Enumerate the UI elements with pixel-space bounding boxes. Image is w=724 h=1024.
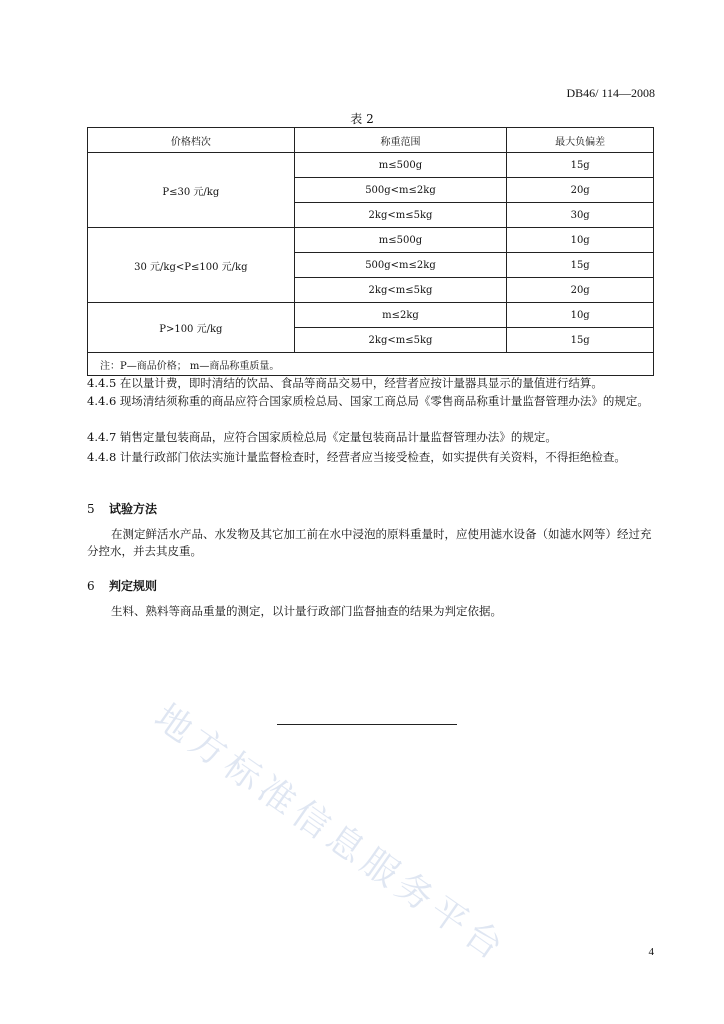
section-title: 试验方法	[109, 502, 158, 516]
table-row	[88, 303, 654, 328]
table-note: 注：P—商品价格； m—商品称重质量。	[88, 353, 654, 376]
price-tier-cell: 30 元/kg<P≤100 元/kg	[88, 228, 295, 303]
page-number: 4	[648, 946, 654, 958]
end-rule	[277, 724, 457, 725]
column-header-range: 称重范围	[294, 128, 507, 153]
section-6-body: 生料、熟料等商品重量的测定，以计量行政部门监督抽查的结果为判定依据。	[111, 604, 502, 618]
deviation-cell: 20g	[507, 178, 654, 203]
deviation-cell: 10g	[507, 303, 654, 328]
deviation-cell: 20g	[507, 278, 654, 303]
deviation-cell: 30g	[507, 203, 654, 228]
clause-4-4-5: 4.4.5 在以量计费，即时清结的饮品、食品等商品交易中，经营者应按计量器具显示的量值进行结算。	[87, 376, 603, 390]
section-title: 判定规则	[109, 579, 158, 593]
section-6-heading	[87, 577, 157, 594]
column-header-deviation: 最大负偏差	[507, 128, 654, 153]
section-number: 6	[87, 579, 95, 593]
table-row	[88, 153, 654, 178]
deviation-cell: 15g	[507, 253, 654, 278]
table-row	[88, 228, 654, 253]
range-cell: 2kg<m≤5kg	[294, 203, 507, 228]
price-tier-cell: P≤30 元/kg	[88, 153, 295, 228]
price-tier-cell: P>100 元/kg	[88, 303, 295, 353]
section-number: 5	[87, 502, 95, 516]
deviation-cell: 15g	[507, 153, 654, 178]
clause-4-4-7: 4.4.7 销售定量包装商品，应符合国家质检总局《定量包装商品计量监督管理办法》的规定。	[87, 430, 557, 444]
range-cell: m≤500g	[294, 228, 507, 253]
table-note-row	[88, 353, 654, 376]
deviation-cell: 15g	[507, 328, 654, 353]
table-header-row	[88, 128, 654, 153]
range-cell: 2kg<m≤5kg	[294, 328, 507, 353]
table-title: 表 2	[350, 112, 374, 126]
deviation-cell: 10g	[507, 228, 654, 253]
column-header-price: 价格档次	[88, 128, 295, 153]
watermark: 地方标准信息服务平台	[146, 696, 515, 972]
range-cell: 2kg<m≤5kg	[294, 278, 507, 303]
document-code: DB46/ 114—2008	[566, 86, 655, 100]
section-5-body: 在测定鲜活水产品、水发物及其它加工前在水中浸泡的原料重量时，应使用滤水设备（如滤水网等）经过充分控水，并去其皮重。	[87, 527, 652, 558]
range-cell: 500g<m≤2kg	[294, 253, 507, 278]
clause-4-4-6: 4.4.6 现场清结须称重的商品应符合国家质检总局、国家工商总局《零售商品称重计量监督管理办法》的规定。	[87, 394, 649, 408]
deviation-table	[87, 127, 654, 376]
section-5-heading	[87, 500, 157, 517]
range-cell: m≤500g	[294, 153, 507, 178]
clause-4-4-8: 4.4.8 计量行政部门依法实施计量监督检查时，经营者应当接受检查，如实提供有关资料，不得拒绝检查。	[87, 450, 626, 464]
range-cell: m≤2kg	[294, 303, 507, 328]
range-cell: 500g<m≤2kg	[294, 178, 507, 203]
